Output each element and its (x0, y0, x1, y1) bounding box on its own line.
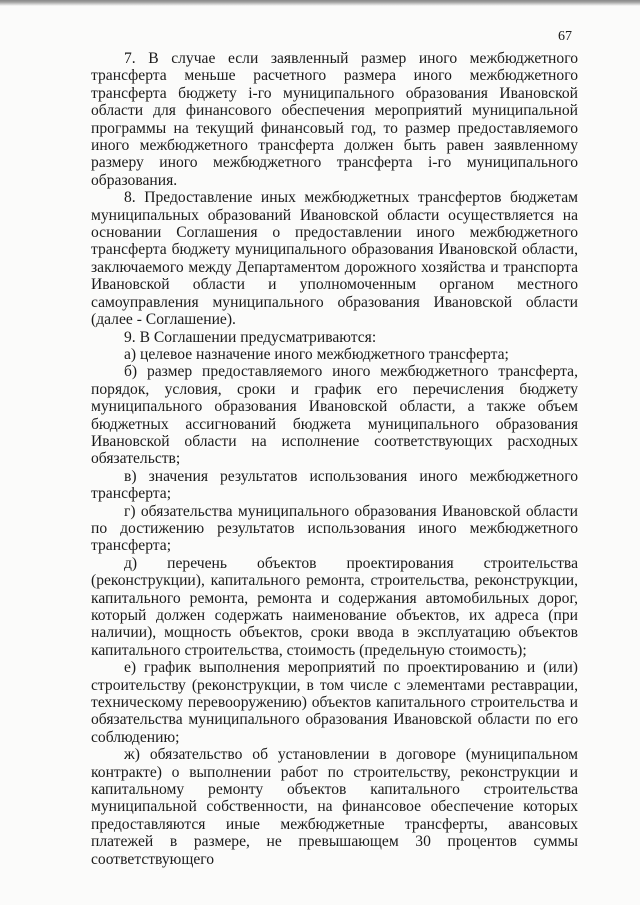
paragraph-9: 9. В Соглашении предусматриваются: (124, 328, 377, 346)
list-item-a: а) целевое назначение иного межбюджетного трансферта; (124, 345, 509, 363)
scan-edge (0, 0, 640, 6)
list-item-g: г) обязательства муниципального образования Ивановской области по достижению результатов использования иного межбюджетного трансферта; (91, 502, 578, 555)
list-item-zh: ж) обязательство об установлении в договоре (муниципальном контракте) о выполнении работ по строительству, реконструкции и капитальному ремонту объектов капитального строительства муниципальной собственности, на финансовое обеспечение которых предоставляются иные межбюджетные трансферты, авансовых платежей в размере, не превышающем 30 процентов суммы соответствующего (91, 746, 578, 868)
paragraph-7: 7. В случае если заявленный размер иного межбюджетного трансферта меньше расчетного размера иного межбюджетного трансферта бюджету i-го муниципального образования Ивановской области для финансового обеспечения мероприятий муниципальной программы на текущий финансовый год, то размер предоставляемого иного межбюджетного трансферта должен быть равен заявленному размеру иного межбюджетного трансферта i-го муниципального образования. (91, 50, 578, 189)
list-item-v: в) значения результатов использования иного межбюджетного трансферта; (91, 467, 578, 503)
list-item-e: е) график выполнения мероприятий по проектированию и (или) строительству (реконструкции, в том числе с элементами реставрации, техническому перевооружению) объектов капитального строительства и обязательства муниципального образования Ивановской области по его соблюдению; (91, 659, 578, 746)
list-item-b: б) размер предоставляемого иного межбюджетного трансферта, порядок, условия, сроки и график его перечисления бюджету муниципального образования Ивановской области, а также объем бюджетных ассигнований бюджета муниципального образования Ивановской области на исполнение соответствующих расходных обязательств; (91, 363, 578, 468)
paragraph-8: 8. Предоставление иных межбюджетных трансфертов бюджетам муниципальных образований Ивановской области осуществляется на основании Соглашения о предоставлении иного межбюджетного трансферта бюджету муниципального образования Ивановской области, заключаемого между Департаментом дорожного хозяйства и транспорта Ивановской области и уполномоченным органом местного самоуправления муниципального образования Ивановской области (далее - Соглашение). (91, 189, 578, 329)
page-number: 67 (558, 29, 572, 44)
body-text (91, 50, 578, 868)
list-item-d: д) перечень объектов проектирования строительства (реконструкции), капитального ремонта, строительства, реконструкции, капитального ремонта, ремонта и содержания автомобильных дорог, который должен содержать наименование объектов, их адреса (при наличии), мощность объектов, сроки ввода в эксплуатацию объектов капитального строительства, стоимость (предельную стоимость); (91, 554, 578, 659)
